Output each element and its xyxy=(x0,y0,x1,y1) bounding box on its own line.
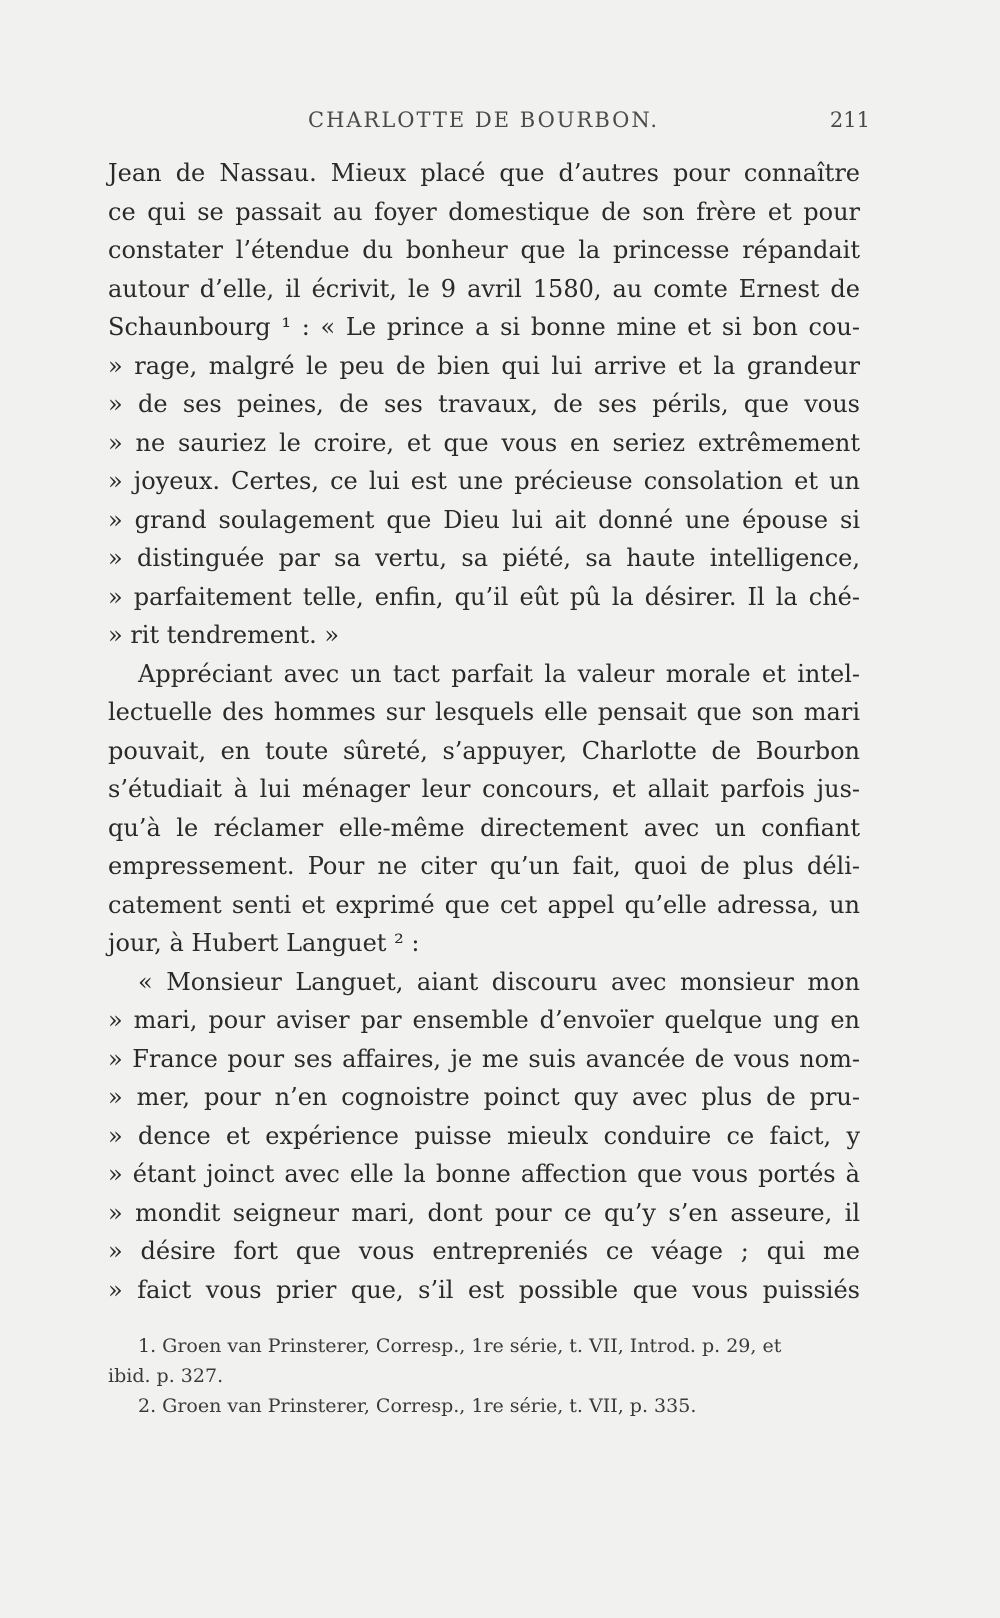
text-line: ce qui se passait au foyer domestique de son frère et pour xyxy=(108,197,860,226)
quote-line: » ne sauriez le croire, et que vous en seriez extrêmement xyxy=(108,428,860,457)
running-head xyxy=(108,108,870,140)
quote-line: » mari, pour aviser par ensemble d’envoïer quelque ung en xyxy=(108,1006,860,1034)
text-line: jour, à Hubert Languet ² : xyxy=(108,929,420,957)
quote-line: » rage, malgré le peu de bien qui lui arrive et la grandeur xyxy=(108,351,860,380)
quote-line: » joyeux. Certes, ce lui est une précieuse consolation et un xyxy=(108,467,860,495)
quote-line: » distinguée par sa vertu, sa piété, sa haute intelligence, xyxy=(108,544,860,572)
text-line: pouvait, en toute sûreté, s’appuyer, Charlotte de Bourbon xyxy=(108,736,860,765)
body-text xyxy=(108,154,860,1309)
quote-line: » de ses peines, de ses travaux, de ses périls, que vous xyxy=(108,390,860,418)
quote-line: » France pour ses affaires, je me suis avancée de vous nom- xyxy=(108,1044,860,1073)
text-line: lectuelle des hommes sur lesquels elle pensait que son mari xyxy=(108,698,860,726)
quote-line: « Monsieur Languet, aiant discouru avec monsieur mon xyxy=(138,967,860,996)
text-line: qu’à le réclamer elle-même directement avec un confiant xyxy=(108,813,860,842)
quote-line: » dence et expérience puisse mieulx conduire ce faict, y xyxy=(108,1121,860,1150)
running-title: CHARLOTTE DE BOURBON. xyxy=(308,108,660,132)
text-line: Jean de Nassau. Mieux placé que d’autres pour connaître xyxy=(108,159,860,187)
text-line: catement senti et exprimé que cet appel qu’elle adressa, un xyxy=(108,890,860,919)
quote-line: » mer, pour n’en cognoistre poinct quy avec plus de pru- xyxy=(108,1083,860,1111)
text-line: autour d’elle, il écrivit, le 9 avril 1580, au comte Ernest de xyxy=(108,274,860,303)
footnote-2: 2. Groen van Prinsterer, Corresp., 1re série, t. VII, p. 335. xyxy=(138,1395,697,1417)
quote-line: » faict vous prier que, s’il est possible que vous puissiés xyxy=(108,1275,860,1304)
quote-line: » étant joinct avec elle la bonne affection que vous portés à xyxy=(108,1160,860,1188)
quote-line: » parfaitement telle, enfin, qu’il eût pû la désirer. Il la ché- xyxy=(108,582,860,611)
quote-line: » rit tendrement. » xyxy=(108,621,340,649)
quote-line: » mondit seigneur mari, dont pour ce qu’y s’en asseure, il xyxy=(108,1198,860,1227)
text-line: empressement. Pour ne citer qu’un fait, quoi de plus déli- xyxy=(108,852,860,880)
text-line: Schaunbourg ¹ : « Le prince a si bonne mine et si bon cou- xyxy=(108,313,860,341)
quote-line: » désire fort que vous entrepreniés ce véage ; qui me xyxy=(108,1237,860,1265)
page-number: 211 xyxy=(829,108,870,132)
text-line: constater l’étendue du bonheur que la princesse répandait xyxy=(108,236,860,264)
quote-line: » grand soulagement que Dieu lui ait donné une épouse si xyxy=(108,505,860,534)
footnotes xyxy=(108,1331,860,1421)
footnote-1-continued: ibid. p. 327. xyxy=(108,1365,224,1387)
footnote-1: 1. Groen van Prinsterer, Corresp., 1re série, t. VII, Introd. p. 29, et xyxy=(138,1335,782,1357)
text-line: Appréciant avec un tact parfait la valeur morale et intel- xyxy=(138,659,860,688)
text-line: s’étudiait à lui ménager leur concours, et allait parfois jus- xyxy=(108,775,860,803)
